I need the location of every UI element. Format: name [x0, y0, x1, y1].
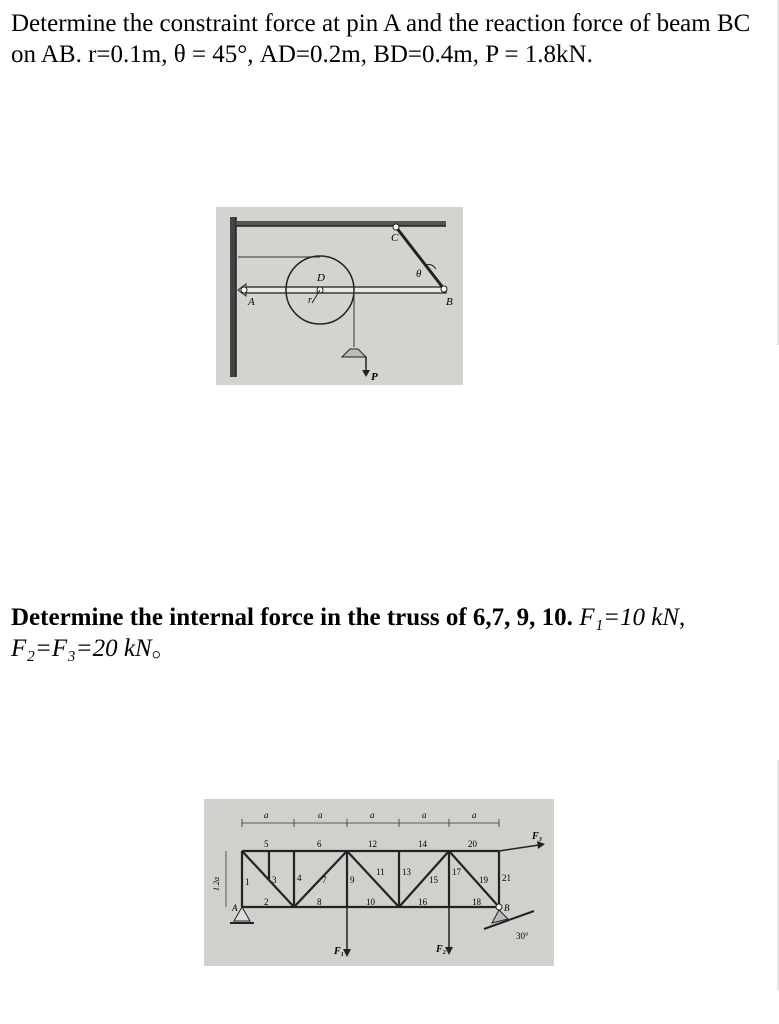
member-1: 1	[245, 877, 250, 887]
label-angle: 30°	[516, 931, 529, 941]
member-16: 16	[418, 897, 427, 907]
member-15: 15	[429, 875, 438, 885]
member-6: 6	[317, 839, 322, 849]
label-b: B	[446, 296, 453, 308]
member-21: 21	[502, 873, 511, 883]
member-4: 4	[297, 873, 302, 883]
member-13: 13	[402, 867, 411, 877]
dim-a-1: a	[264, 810, 269, 820]
truss-figure	[204, 799, 554, 966]
dim-a-4: a	[422, 810, 427, 820]
member-9: 9	[350, 875, 355, 885]
label-d: D	[317, 272, 325, 284]
pulley-beam-figure	[216, 207, 463, 385]
member-12: 12	[368, 839, 377, 849]
dim-a-2: a	[318, 810, 323, 820]
label-f3: F₃	[532, 831, 543, 842]
member-3: 3	[272, 875, 277, 885]
member-7: 7	[322, 875, 327, 885]
label-node-b: B	[504, 903, 510, 913]
label-f1: F₁	[334, 946, 345, 957]
member-19: 19	[479, 875, 488, 885]
problem-1-statement: Determine the constraint force at pin A and the reaction force of beam BC on AB. r=0.1m, θ = 45°, AD=0.2m, BD=0.4m, P = 1.8kN.	[11, 10, 751, 68]
separator: ,	[679, 604, 686, 631]
problem-2-text: Determine the internal force in the truss of 6,7, 9, 10.	[11, 604, 580, 631]
label-a: A	[248, 296, 255, 308]
dim-a-3: a	[370, 810, 375, 820]
member-17: 17	[452, 867, 461, 877]
member-11: 11	[376, 867, 385, 877]
dim-height: 1.2a	[212, 877, 221, 891]
dim-a-5: a	[472, 810, 477, 820]
label-p: P	[371, 371, 378, 383]
member-14: 14	[418, 839, 427, 849]
member-20: 20	[468, 839, 477, 849]
member-5: 5	[264, 839, 269, 849]
label-theta: θ	[416, 268, 422, 280]
label-r: r	[308, 295, 312, 306]
member-10: 10	[366, 897, 375, 907]
member-2: 2	[264, 897, 269, 907]
member-8: 8	[317, 897, 322, 907]
label-c: C	[391, 232, 399, 244]
member-18: 18	[472, 897, 481, 907]
period: 。	[151, 635, 177, 662]
problem-2-statement	[11, 602, 771, 664]
force-f1: F₁=10 kN	[579, 604, 680, 631]
label-node-a: A	[232, 903, 238, 913]
label-f2: F₂	[436, 944, 447, 955]
force-f2-f3: F₂=F₃=20 kN	[11, 635, 152, 662]
